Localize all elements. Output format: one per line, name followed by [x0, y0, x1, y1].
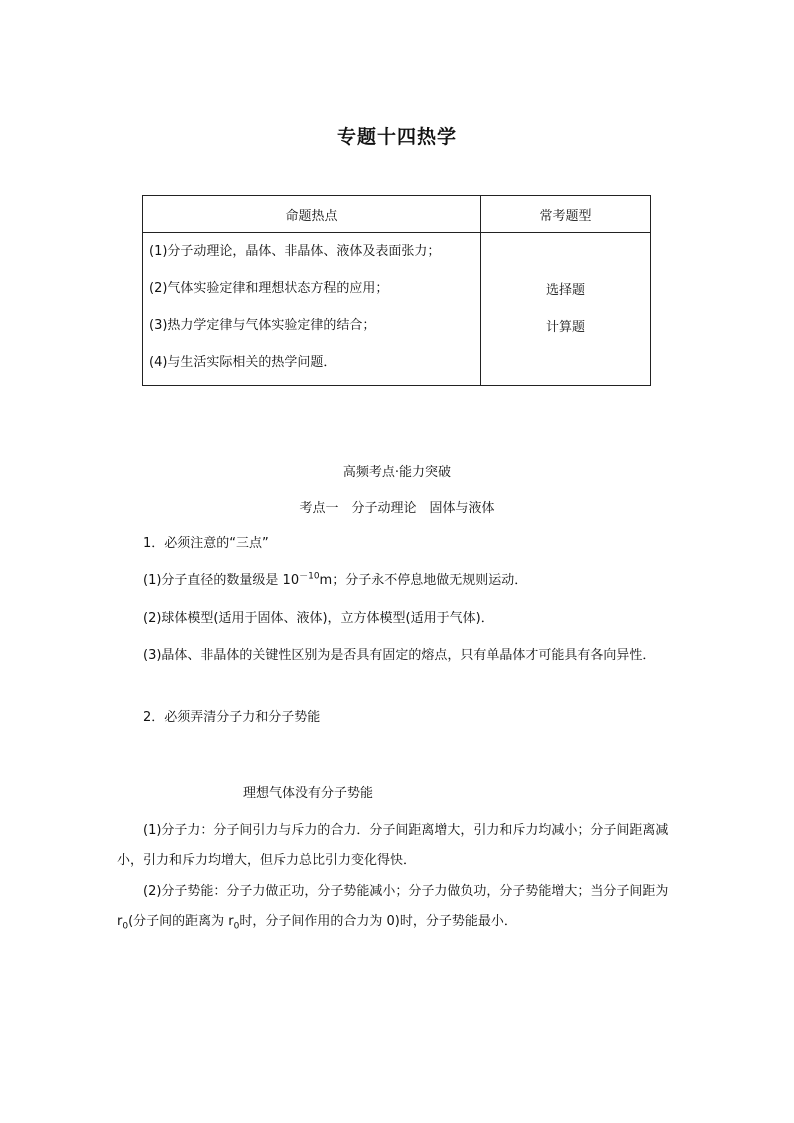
- section-heading: 高频考点·能力突破: [342, 465, 452, 480]
- item2-paragraph-1: (1)分子力：分子间引力与斥力的合力．分子间距离增大，引力和斥力均减小；分子间距离减小，引力和斥力均增大，但斥力总比引力变化得快．: [117, 823, 669, 868]
- p2-text-c: 时，分子间作用的合力为 0)时，分子势能最小．: [239, 914, 517, 929]
- hot-point-item: (2)气体实验定律和理想状态方程的应用；: [149, 281, 389, 296]
- hot-point-item: (1)分子动理论，晶体、非晶体、液体及表面张力；: [149, 244, 441, 259]
- item2-paragraph-2: [117, 877, 682, 937]
- item1-paragraph-2: (2)球体模型(适用于固体、液体)，立方体模型(适用于气体)．: [143, 611, 494, 626]
- potential-energy-note: 理想气体没有分子势能: [243, 786, 374, 801]
- table-header-row: [143, 196, 651, 233]
- page-title: 专题十四热学: [336, 126, 457, 148]
- p1-exponent: －10: [299, 571, 320, 582]
- p2-subscript-1: 0: [122, 921, 129, 932]
- table-body-row: [143, 233, 651, 386]
- header-question-types: 常考题型: [481, 196, 651, 233]
- hot-points-cell: [143, 233, 481, 386]
- p1-text-after: m；分子永不停息地做无规则运动．: [319, 573, 528, 588]
- topic-heading: 考点一 分子动理论 固体与液体: [299, 501, 495, 516]
- question-types-cell: [481, 233, 651, 386]
- p2-text-a: (2)分子势能：分子力做正功，分子势能减小；分子力做负功，分子势能增大；当分子间距为 r: [117, 884, 669, 929]
- header-hot-points: 命题热点: [143, 196, 481, 233]
- item1-heading: 1．必须注意的“三点”: [143, 536, 269, 551]
- hot-topics-table: [142, 195, 651, 386]
- p1-text-before: (1)分子直径的数量级是 10: [143, 573, 300, 588]
- hot-point-item: (3)热力学定律与气体实验定律的结合；: [149, 318, 376, 333]
- p2-subscript-2: 0: [233, 921, 240, 932]
- question-type-item: 计算题: [545, 320, 585, 335]
- hot-point-item: (4)与生活实际相关的热学问题．: [149, 355, 337, 370]
- question-type-item: 选择题: [545, 283, 585, 298]
- item2-heading: 2．必须弄清分子力和分子势能: [143, 710, 321, 725]
- item1-paragraph-1: [117, 566, 682, 596]
- item1-paragraph-3: (3)晶体、非晶体的关键性区别为是否具有固定的熔点，只有单晶体才可能具有各向异性．: [143, 648, 656, 663]
- p2-text-b: (分子间的距离为 r: [128, 914, 234, 929]
